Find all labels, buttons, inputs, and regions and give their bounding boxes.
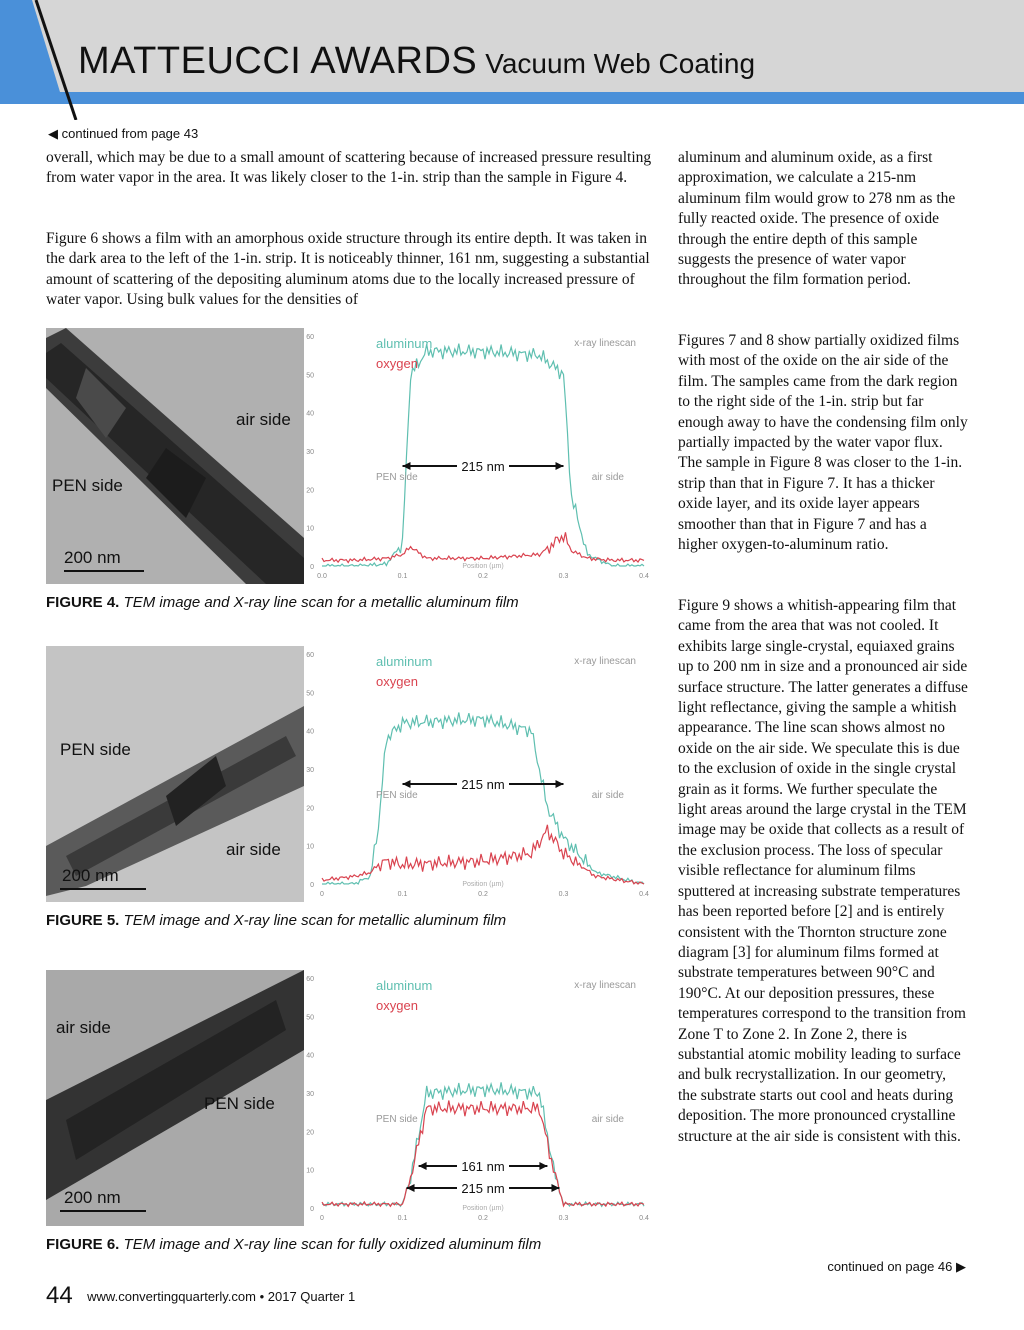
linescan-tag: x-ray linescan: [574, 980, 636, 991]
span-arrow-head-right: [556, 462, 564, 470]
y-tick-label: 0: [310, 564, 314, 571]
y-tick-label: 40: [306, 728, 314, 736]
x-tick-label: 0.4: [639, 891, 649, 898]
x-tick-label: 0.3: [558, 573, 569, 580]
page-footer: [46, 1282, 355, 1310]
series-line-aluminum: [322, 344, 644, 566]
y-tick-label: 0: [310, 882, 314, 889]
linescan-plot: [304, 646, 658, 902]
figure-caption: [46, 912, 506, 929]
y-tick-label: 50: [306, 690, 314, 698]
right-paragraph-1: aluminum and aluminum oxide, as a first approximation, we calculate a 215-nm aluminum film would grow to 278 nm as the fully reacted oxide. The presence of oxide through the entire depth of this sample suggests the presence of water vapor throughout the film formation period.: [678, 149, 956, 289]
legend-oxygen: oxygen: [376, 356, 418, 371]
span-arrow-1-label: 161 nm: [461, 1159, 505, 1174]
figure-caption-text: TEM image and X-ray line scan for fully oxidized aluminum film: [123, 1236, 542, 1253]
x-tick-label: 0.3: [558, 1215, 569, 1222]
y-tick-label: 50: [306, 1014, 314, 1022]
scale-bar: [64, 570, 144, 572]
span-arrow-2-head-left: [407, 1184, 415, 1192]
tem-label-air-side: air side: [226, 840, 281, 859]
figure-caption-text: TEM image and X-ray line scan for a metallic aluminum film: [123, 594, 519, 611]
figure-label: FIGURE 5.: [46, 912, 120, 929]
figure-label: FIGURE 4.: [46, 594, 120, 611]
section-title: [78, 40, 755, 83]
y-tick-label: 20: [306, 1129, 314, 1137]
y-tick-label: 40: [306, 410, 314, 418]
linescan-plot: [304, 328, 658, 584]
span-arrow-label: 215 nm: [461, 777, 505, 792]
y-tick-label: 10: [306, 843, 314, 851]
figure-caption: [46, 1236, 541, 1253]
x-axis-label: Position (µm): [462, 1205, 504, 1212]
scale-label: 200 nm: [64, 548, 121, 567]
y-tick-label: 0: [310, 1206, 314, 1213]
y-tick-label: 30: [306, 767, 314, 774]
tem-label-pen-side: PEN side: [52, 476, 123, 495]
x-tick-label: 0.2: [478, 891, 488, 898]
span-arrow-head-left: [403, 780, 411, 788]
tem-label-pen-side: PEN side: [60, 740, 131, 759]
header-corner-graphic: [0, 0, 90, 120]
air-side-label: air side: [591, 472, 624, 483]
x-tick-label: 0.4: [639, 573, 649, 580]
x-tick-label: 0.0: [317, 573, 327, 580]
continued-on-note: continued on page 46 ▶: [827, 1259, 966, 1274]
y-tick-label: 30: [306, 449, 314, 456]
x-tick-label: 0.3: [558, 891, 569, 898]
y-tick-label: 40: [306, 1052, 314, 1060]
title-sub: Vacuum Web Coating: [485, 48, 756, 79]
y-tick-label: 20: [306, 805, 314, 813]
scale-label: 200 nm: [64, 1188, 121, 1207]
header-accent-stripe: [0, 92, 1024, 104]
x-axis-label: Position (µm): [462, 563, 504, 570]
legend-aluminum: aluminum: [376, 336, 433, 351]
scale-bar: [60, 888, 146, 890]
figure-label: FIGURE 6.: [46, 1236, 120, 1253]
x-tick-label: 0.1: [397, 1215, 408, 1222]
y-tick-label: 10: [306, 1167, 314, 1175]
y-tick-label: 50: [306, 372, 314, 380]
y-tick-label: 20: [306, 487, 314, 495]
legend-aluminum: aluminum: [376, 978, 433, 993]
y-tick-label: 60: [306, 976, 314, 983]
x-tick-label: 0.2: [478, 1215, 488, 1222]
pen-side-label: PEN side: [376, 1114, 418, 1125]
y-tick-label: 60: [306, 652, 314, 659]
tem-image: [46, 328, 304, 584]
legend-aluminum: aluminum: [376, 654, 433, 669]
span-arrow-head-right: [556, 780, 564, 788]
tem-image: [46, 646, 304, 902]
continued-from-note: ◀ continued from page 43: [48, 126, 199, 141]
linescan-tag: x-ray linescan: [574, 656, 636, 667]
footer-info: www.convertingquarterly.com • 2017 Quarter 1: [87, 1288, 356, 1304]
left-paragraph-2: Figure 6 shows a film with an amorphous oxide structure through its entire depth. It was taken in the dark area to the left of the 1-in. strip. It is noticeably thinner, 161 nm, suggesting a substantial amount of scattering of the depositing aluminum atoms due to the locally increased pressure of water vapor. Using bulk values for the densities of: [46, 230, 650, 309]
tem-label-air-side: air side: [236, 410, 291, 429]
page-number: 44: [46, 1282, 73, 1309]
left-paragraph-1: overall, which may be due to a small amount of scattering because of increased pressure resulting from water vapor in the area. It was likely closer to the 1-in. strip than the sample in Figure 4.: [46, 149, 652, 187]
linescan-plot: [304, 970, 658, 1226]
x-tick-label: 0.1: [397, 891, 408, 898]
figure-caption-text: TEM image and X-ray line scan for metallic aluminum film: [123, 912, 507, 929]
x-axis-label: Position (µm): [462, 881, 504, 888]
span-arrow-1-head-right: [539, 1162, 547, 1170]
linescan-tag: x-ray linescan: [574, 338, 636, 349]
pen-side-label: PEN side: [376, 790, 418, 801]
x-tick-label: 0.1: [397, 573, 408, 580]
span-arrow-2-label: 215 nm: [461, 1181, 505, 1196]
right-paragraph-2: Figures 7 and 8 show partially oxidized films with most of the oxide on the air side of the film. The samples came from the dark region to the right side of the 1-in. strip but far enough away to have the condensing film only partially impacted by the water vapor flux. The sample in Figure 8 was closer to the 1-in. strip than that in Figure 7. It has a thicker oxide layer, and its oxide layer appears smoother than that in Figure 7 and has a higher oxygen-to-aluminum ratio.: [678, 332, 968, 554]
y-tick-label: 60: [306, 334, 314, 341]
legend-oxygen: oxygen: [376, 674, 418, 689]
right-paragraph-3: Figure 9 shows a whitish-appearing film that came from the area that was not cooled. It exhibits large single-crystal, equiaxed grains up to 200 nm in size and a pronounced air side surface structure. The latter generates a diffuse light reflectance, giving the sample a whitish appearance. The line scan shows almost no oxide on the air side. We speculate this is due to the exclusion of oxide in the single crystal grain as it forms. We further speculate the light areas around the large crystal in the TEM image may be oxide that collects as a result of the exclusion process. The loss of specular visible reflectance for aluminum films sputtered at increasing substrate temperatures has been reported before [2] and is entirely consistent with the Thornton structure zone diagram [3] for aluminum films formed at substrate temperatures between 90°C and 190°C. At our deposition pressures, these temperatures correspond to the transition from Zone T to Zone 2. In Zone 2, there is substantial atomic mobility leading to surface and bulk recrystallization. In our geometry, the substrate starts out cool and heats during deposition. The more pronounced crystalline structure at the air side is consistent with this.: [678, 597, 968, 1145]
page-header: [0, 0, 1024, 104]
x-tick-label: 0.4: [639, 1215, 649, 1222]
span-arrow-1-head-left: [419, 1162, 427, 1170]
air-side-label: air side: [591, 790, 624, 801]
legend-oxygen: oxygen: [376, 998, 418, 1013]
span-arrow-label: 215 nm: [461, 459, 505, 474]
scale-bar: [60, 1210, 146, 1212]
x-tick-label: 0.2: [478, 573, 488, 580]
x-tick-label: 0: [320, 891, 324, 898]
y-tick-label: 30: [306, 1091, 314, 1098]
x-tick-label: 0: [320, 1215, 324, 1222]
scale-label: 200 nm: [62, 866, 119, 885]
tem-label-pen-side: PEN side: [204, 1094, 275, 1113]
figure-caption: [46, 594, 519, 611]
air-side-label: air side: [591, 1114, 624, 1125]
tem-image: [46, 970, 304, 1226]
pen-side-label: PEN side: [376, 472, 418, 483]
title-main: MATTEUCCI AWARDS: [78, 40, 478, 82]
y-tick-label: 10: [306, 525, 314, 533]
tem-label-air-side: air side: [56, 1018, 111, 1037]
